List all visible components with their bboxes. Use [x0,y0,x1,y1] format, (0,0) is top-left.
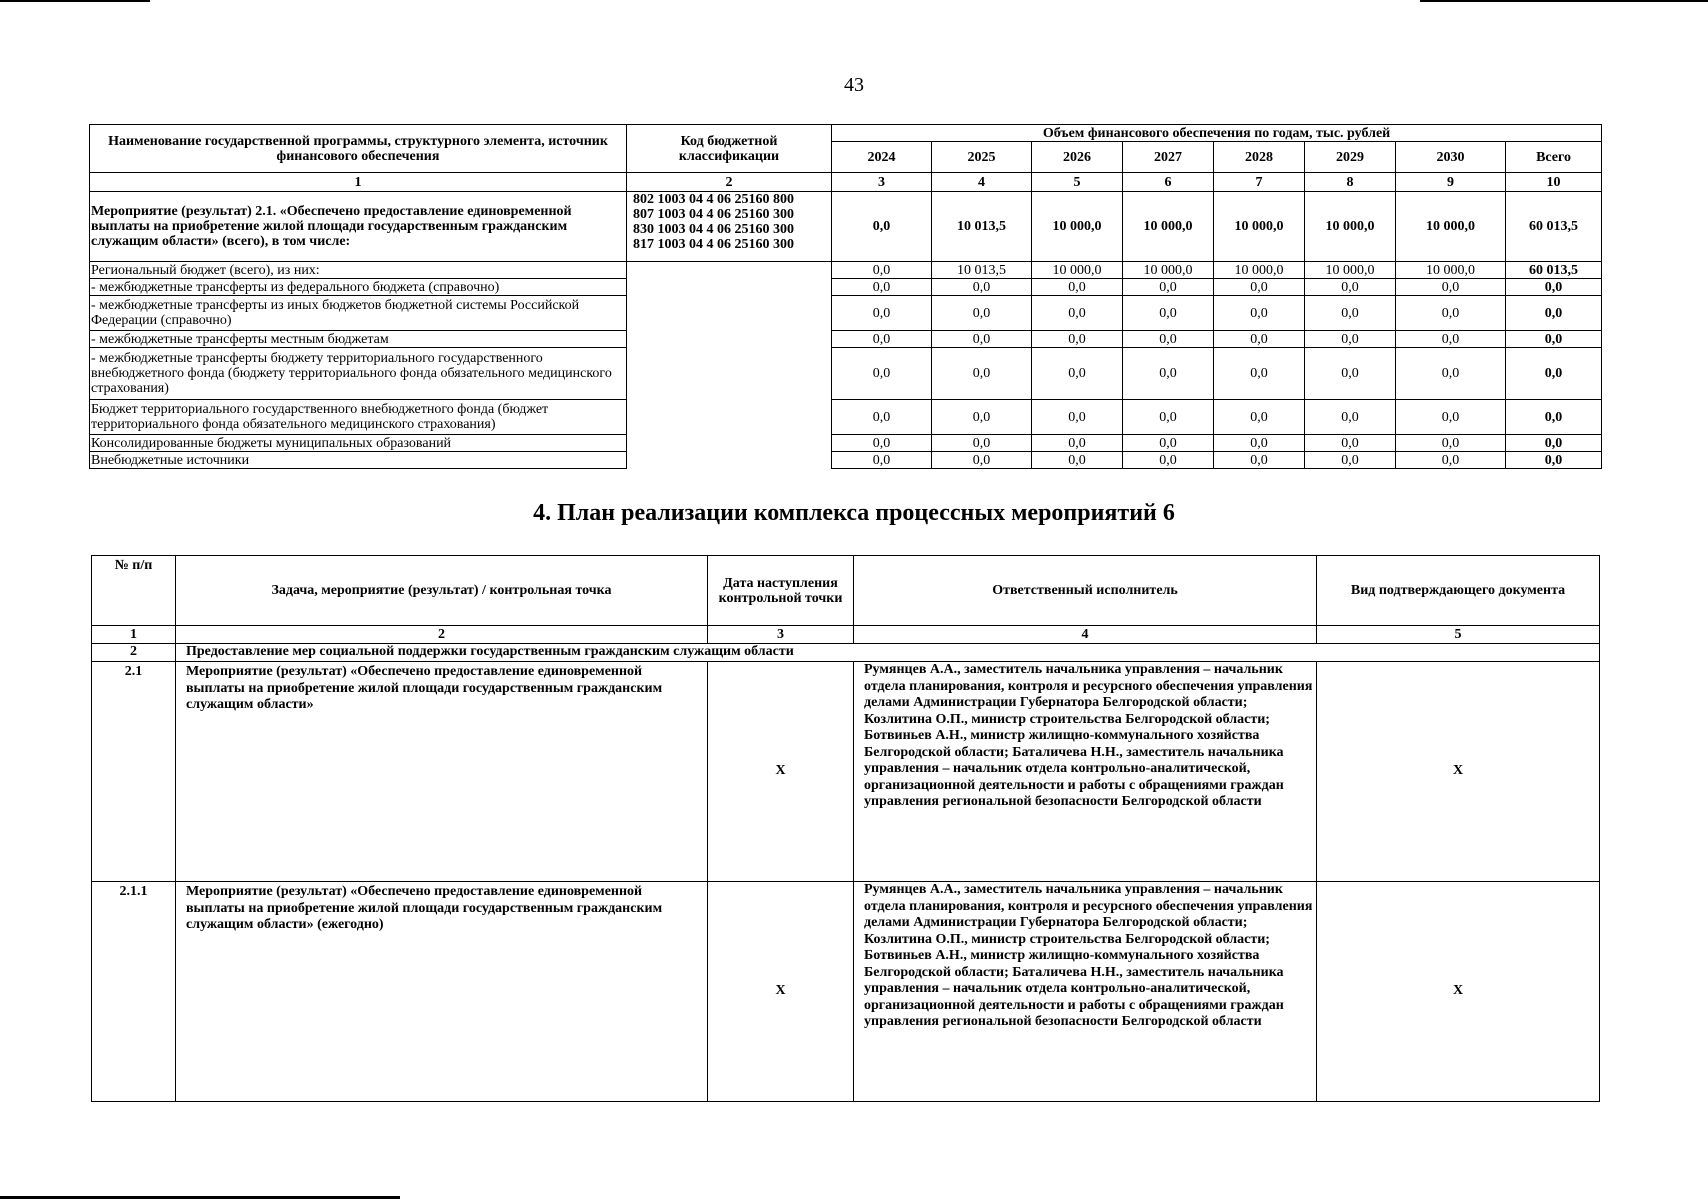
source-name: - межбюджетные трансферты бюджету территориального государственного внебюджетного фонда (бюджету территориального фонда обязательного медицинского страхования) [90,348,627,400]
value-cell: 10 000,0 [1305,262,1396,279]
source-name: - межбюджетные трансферты местным бюджетам [90,331,627,348]
value-cell: 0,0 [932,400,1032,435]
value-cell: 0,0 [832,348,932,400]
control-date: Х [708,662,854,882]
value-cell: 0,0 [832,331,932,348]
value-cell: 0,0 [1032,452,1123,469]
source-row [90,435,1602,452]
year-header: 2025 [932,142,1032,173]
value-cell: 10 000,0 [1396,192,1506,262]
value-cell: 0,0 [1305,435,1396,452]
value-cell: 0,0 [1396,400,1506,435]
scan-edge-line [0,1196,400,1199]
column-number: 7 [1214,173,1305,192]
value-cell: 0,0 [1123,279,1214,296]
budget-code: 817 1003 04 4 06 25160 300 [633,237,794,252]
plan-header-row [92,556,1600,626]
column-number: 3 [708,626,854,644]
value-cell: 0,0 [1214,400,1305,435]
budget-code: 830 1003 04 4 06 25160 300 [633,222,794,237]
column-number: 10 [1506,173,1602,192]
source-row [90,296,1602,331]
finance-table [89,124,1602,469]
main-measure-row [90,192,1602,262]
column-number: 9 [1396,173,1506,192]
source-name: - межбюджетные трансферты из федерального бюджета (справочно) [90,279,627,296]
total-cell: 0,0 [1506,435,1602,452]
value-cell: 10 000,0 [1305,192,1396,262]
source-row [90,279,1602,296]
date-column-header: Дата наступления контрольной точки [708,556,854,626]
source-row [90,452,1602,469]
value-cell: 10 000,0 [1032,262,1123,279]
budget-code: 807 1003 04 4 06 25160 300 [633,207,794,222]
row-number: 2.1 [92,662,176,882]
value-cell: 0,0 [932,452,1032,469]
plan-row [92,882,1600,1102]
value-cell: 0,0 [1396,452,1506,469]
value-cell: 10 000,0 [1032,192,1123,262]
value-cell: 0,0 [1396,331,1506,348]
task-row [92,644,1600,662]
value-cell: 0,0 [1032,331,1123,348]
volume-group-header: Объем финансового обеспечения по годам, тыс. рублей [832,125,1602,142]
value-cell: 0,0 [1396,296,1506,331]
value-cell: 0,0 [1305,279,1396,296]
plan-table [91,555,1600,1102]
page-number: 43 [844,74,864,96]
value-cell: 10 000,0 [1214,192,1305,262]
value-cell: 0,0 [1214,435,1305,452]
value-cell: 0,0 [1032,435,1123,452]
value-cell: 0,0 [1214,296,1305,331]
value-cell: 0,0 [1123,348,1214,400]
source-row [90,331,1602,348]
total-cell: 0,0 [1506,400,1602,435]
value-cell: 0,0 [1032,279,1123,296]
budget-codes [627,192,832,262]
executor-text: Румянцев А.А., заместитель начальника управления – начальник отдела планирования, контроля и ресурсного обеспечения управления делами Администрации Губернатора Белгородской области; Козлитина О.П., министр строительства Белгородской области; Ботвиньев А.Н., министр жилищно-коммунального хозяйства Белгородской области; Баталичева Н.Н., заместитель начальника управления – начальник отдела контрольно-аналитической, организационной деятельности и работы с обращениями граждан управления региональной безопасности Белгородской области [854,662,1317,882]
value-cell: 0,0 [1214,331,1305,348]
year-header: 2026 [1032,142,1123,173]
value-cell: 0,0 [832,296,932,331]
value-cell: 0,0 [932,435,1032,452]
value-cell: 0,0 [832,279,932,296]
document-type: Х [1317,662,1600,882]
task-text: Предоставление мер социальной поддержки государственным гражданским служащим области [176,644,1600,662]
total-cell: 0,0 [1506,279,1602,296]
task-number: 2 [92,644,176,662]
source-row [90,348,1602,400]
source-name: Консолидированные бюджеты муниципальных образований [90,435,627,452]
value-cell: 10 000,0 [1214,262,1305,279]
value-cell: 0,0 [932,348,1032,400]
value-cell: 0,0 [1305,400,1396,435]
column-number: 8 [1305,173,1396,192]
year-header: 2027 [1123,142,1214,173]
value-cell: 0,0 [832,435,932,452]
value-cell: 0,0 [832,192,932,262]
document-type: Х [1317,882,1600,1102]
value-cell: 0,0 [1123,331,1214,348]
scan-edge-line [0,0,150,2]
total-cell: 0,0 [1506,452,1602,469]
value-cell: 0,0 [1123,452,1214,469]
source-row [90,262,1602,279]
column-number: 2 [176,626,708,644]
value-cell: 0,0 [1123,296,1214,331]
total-cell: 0,0 [1506,296,1602,331]
document-column-header: Вид подтверждающего документа [1317,556,1600,626]
name-column-header: Наименование государственной программы, структурного элемента, источник финансового обеспечения [90,125,627,173]
executor-text: Румянцев А.А., заместитель начальника управления – начальник отдела планирования, контроля и ресурсного обеспечения управления делами Администрации Губернатора Белгородской области; Козлитина О.П., министр строительства Белгородской области; Ботвиньев А.Н., министр жилищно-коммунального хозяйства Белгородской области; Баталичева Н.Н., заместитель начальника управления – начальник отдела контрольно-аналитической, организационной деятельности и работы с обращениями граждан управления региональной безопасности Белгородской области [854,882,1317,1102]
value-cell: 0,0 [1396,435,1506,452]
code-column-header: Код бюджетной классификации [627,125,832,173]
value-cell: 0,0 [1396,279,1506,296]
value-cell: 10 013,5 [932,262,1032,279]
value-cell: 10 013,5 [932,192,1032,262]
value-cell: 0,0 [1214,348,1305,400]
budget-code: 802 1003 04 4 06 25160 800 [633,192,794,207]
total-cell: 0,0 [1506,348,1602,400]
scan-edge-line [1420,0,1708,2]
empty-code-cell [627,262,832,469]
column-number: 5 [1317,626,1600,644]
row-number: 2.1.1 [92,882,176,1102]
total-cell: 0,0 [1506,331,1602,348]
column-number: 2 [627,173,832,192]
total-header: Всего [1506,142,1602,173]
column-number-row [92,626,1600,644]
column-number: 1 [90,173,627,192]
measure-text: Мероприятие (результат) «Обеспечено предоставление единовременной выплаты на приобретение жилой площади государственным гражданским служащим области» [176,662,708,882]
column-number: 4 [932,173,1032,192]
year-header: 2024 [832,142,932,173]
source-name: Бюджет территориального государственного внебюджетного фонда (бюджет территориального фонда обязательного медицинского страхования) [90,400,627,435]
year-header: 2029 [1305,142,1396,173]
source-name: - межбюджетные трансферты из иных бюджетов бюджетной системы Российской Федерации (справочно) [90,296,627,331]
num-column-header: № п/п [92,556,176,626]
column-number: 6 [1123,173,1214,192]
task-column-header: Задача, мероприятие (результат) / контрольная точка [176,556,708,626]
value-cell: 10 000,0 [1123,192,1214,262]
year-header: 2030 [1396,142,1506,173]
source-name: Внебюджетные источники [90,452,627,469]
value-cell: 0,0 [1396,348,1506,400]
value-cell: 10 000,0 [1123,262,1214,279]
value-cell: 0,0 [1305,452,1396,469]
source-name: Региональный бюджет (всего), из них: [90,262,627,279]
value-cell: 0,0 [932,296,1032,331]
value-cell: 0,0 [1305,296,1396,331]
value-cell: 0,0 [832,400,932,435]
value-cell: 0,0 [1305,331,1396,348]
year-header: 2028 [1214,142,1305,173]
total-cell: 60 013,5 [1506,192,1602,262]
value-cell: 10 000,0 [1396,262,1506,279]
value-cell: 0,0 [1032,400,1123,435]
value-cell: 0,0 [832,262,932,279]
value-cell: 0,0 [1123,400,1214,435]
column-number: 3 [832,173,932,192]
plan-row [92,662,1600,882]
column-number-row [90,173,1602,192]
value-cell: 0,0 [1305,348,1396,400]
executor-column-header: Ответственный исполнитель [854,556,1317,626]
value-cell: 0,0 [932,279,1032,296]
value-cell: 0,0 [1214,279,1305,296]
value-cell: 0,0 [1123,435,1214,452]
main-measure-name: Мероприятие (результат) 2.1. «Обеспечено предоставление единовременной выплаты на приобретение жилой площади государственным гражданским служащим области» (всего), в том числе: [90,192,627,262]
value-cell: 0,0 [932,331,1032,348]
total-cell: 60 013,5 [1506,262,1602,279]
source-row [90,400,1602,435]
value-cell: 0,0 [832,452,932,469]
section-title: 4. План реализации комплекса процессных мероприятий 6 [533,500,1175,526]
column-number: 5 [1032,173,1123,192]
value-cell: 0,0 [1214,452,1305,469]
column-number: 4 [854,626,1317,644]
value-cell: 0,0 [1032,296,1123,331]
column-number: 1 [92,626,176,644]
control-date: Х [708,882,854,1102]
measure-text: Мероприятие (результат) «Обеспечено предоставление единовременной выплаты на приобретение жилой площади государственным гражданским служащим области» (ежегодно) [176,882,708,1102]
value-cell: 0,0 [1032,348,1123,400]
